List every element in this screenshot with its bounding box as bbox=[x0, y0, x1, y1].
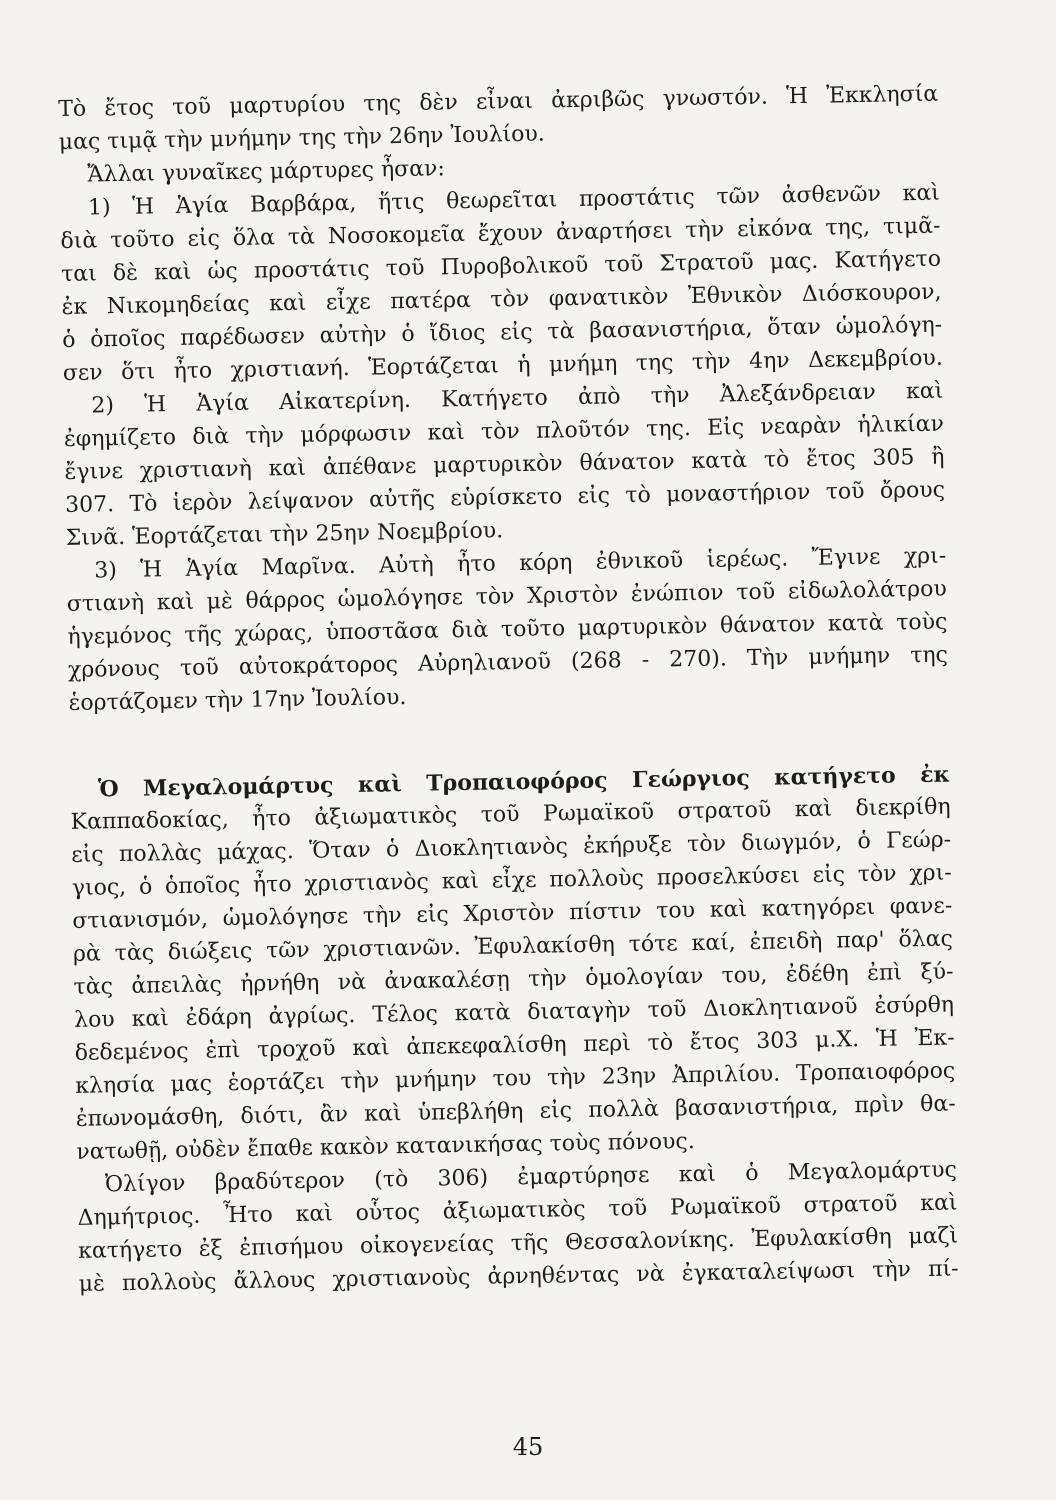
page-text bbox=[58, 81, 959, 1297]
text-line: 307. Τὸ ἱερὸν λείψανον αὐτῆς εὑρίσκετο εἰς τὸ μοναστήριον τοῦ ὄρους bbox=[64, 477, 946, 518]
text-line: γιος, ὁ ὁποῖος ἦτο χριστιανὸς καὶ εἶχε πολλοὺς προσελκύσει εἰς τὸν χρι- bbox=[71, 860, 952, 901]
text-line: δεδεμένος ἐπὶ τροχοῦ καὶ ἀπεκεφαλίσθη περὶ τὸ ἔτος 303 μ.Χ. Ἡ Ἐκ- bbox=[74, 1025, 955, 1066]
text-line: ἐκ Νικομηδείας καὶ εἶχε πατέρα τὸν φανατικὸν Ἐθνικὸν Διόσκουρον, bbox=[61, 279, 942, 320]
text-line: ἡγεμόνος τῆς χώρας, ὑποστᾶσα διὰ τοῦτο μαρτυρικὸν θάνατον κατὰ τοὺς bbox=[67, 609, 948, 650]
text-line: ται δὲ καὶ ὡς προστάτις τοῦ Πυροβολικοῦ τοῦ Στρατοῦ μας. Κατήγετο bbox=[60, 246, 942, 287]
text-line: ἐπωνομάσθη, διότι, ἂν καὶ ὑπεβλήθη εἰς πολλὰ βασανιστήρια, πρὶν θα- bbox=[75, 1091, 956, 1132]
text-line: χρόνους τοῦ αὐτοκράτορος Αὐρηλιανοῦ (268 - 270). Τὴν μνήμην της bbox=[67, 642, 949, 683]
text-line: διὰ τοῦτο εἰς ὅλα τὰ Νοσοκομεῖα ἔχουν ἀναρτήσει τὴν εἰκόνα της, τιμᾶ- bbox=[60, 213, 941, 254]
text-line: Ὀλίγον βραδύτερον (τὸ 306) ἐμαρτύρησε καὶ ὁ Μεγαλομάρτυς bbox=[104, 1157, 958, 1198]
text-line: Καππαδοκίας, ἦτο ἀξιωματικὸς τοῦ Ρωμαϊκοῦ στρατοῦ καὶ διεκρίθη bbox=[70, 794, 951, 835]
text-line: 2) Ἡ Ἁγία Αἰκατερίνη. Κατήγετο ἀπὸ τὴν Ἀλεξάνδρειαν καὶ bbox=[91, 378, 944, 419]
text-line: Ἄλλαι γυναῖκες μάρτυρες ἦσαν: bbox=[87, 156, 446, 188]
text-line: 1) Ἡ Ἁγία Βαρβάρα, ἥτις θεωρεῖται προστάτις τῶν ἀσθενῶν καὶ bbox=[87, 180, 941, 221]
text-line: εἰς πολλὰς μάχας. Ὅταν ὁ Διοκλητιανὸς ἐκήρυξε τὸν διωγμόν, ὁ Γεώρ- bbox=[71, 827, 952, 868]
text-line: Δημήτριος. Ἦτο καὶ οὗτος ἀξιωματικὸς τοῦ Ρωμαϊκοῦ στρατοῦ καὶ bbox=[77, 1190, 958, 1231]
text-line: κλησία μας ἑορτάζει τὴν μνήμην του τὴν 23ην Ἀπριλίου. Τροπαιοφόρος bbox=[75, 1058, 956, 1099]
text-line: ἐφημίζετο διὰ τὴν μόρφωσιν καὶ τὸν πλοῦτόν της. Εἰς νεαρὰν ἡλικίαν bbox=[63, 411, 945, 452]
text-line: μὲ πολλοὺς ἄλλους χριστιανοὺς ἀρνηθέντας νὰ ἐγκαταλείψωσι τὴν πί- bbox=[78, 1256, 959, 1297]
text-line: στιανισμόν, ὡμολόγησε τὴν εἰς Χριστὸν πίστιν του καὶ κατηγόρει φανε- bbox=[72, 893, 953, 934]
text-line: ἔγινε χριστιανὴ καὶ ἀπέθανε μαρτυρικὸν θάνατον κατὰ τὸ ἔτος 305 ἢ bbox=[64, 444, 945, 485]
section-heading-line: Ὁ Μεγαλομάρτυς καὶ Τροπαιοφόρος Γεώργιος κατήγετο ἐκ bbox=[97, 761, 951, 803]
text-line: σεν ὅτι ἦτο χριστιανή. Ἑορτάζεται ἡ μνήμη της τὴν 4ην Δεκεμβρίου. bbox=[62, 345, 943, 386]
text-line: ἑορτάζομεν τὴν 17ην Ἰουλίου. bbox=[68, 685, 407, 716]
text-line: Σινᾶ. Ἑορτάζεται τὴν 25ην Νοεμβρίου. bbox=[65, 518, 504, 551]
text-line: λου καὶ ἐδάρη ἀγρίως. Τέλος κατὰ διαταγὴν τοῦ Διοκλητιανοῦ ἐσύρθη bbox=[73, 992, 955, 1033]
text-line: κατήγετο ἐξ ἐπισήμου οἰκογενείας τῆς Θεσσαλονίκης. Ἐφυλακίσθη μαζὶ bbox=[77, 1223, 959, 1264]
text-line: μας τιμᾷ τὴν μνήμην της τὴν 26ην Ἰουλίου. bbox=[58, 121, 545, 155]
text-line: 3) Ἡ Ἁγία Μαρῖνα. Αὐτὴ ἦτο κόρη ἐθνικοῦ ἱερέως. Ἔγινε χρι- bbox=[94, 543, 947, 584]
text-line: ὁ ὁποῖος παρέδωσεν αὐτὴν ὁ ἴδιος εἰς τὰ βασανιστήρια, ὅταν ὡμολόγη- bbox=[62, 312, 943, 353]
text-line: νατωθῇ, οὐδὲν ἔπαθε κακὸν κατανικήσας τοὺς πόνους. bbox=[76, 1129, 695, 1165]
text-line: στιανὴ καὶ μὲ θάρρος ὡμολόγησε τὸν Χριστὸν ἐνώπιον τοῦ εἰδωλολάτρου bbox=[66, 576, 947, 617]
text-line: τὰς ἀπειλὰς ἠρνήθη νὰ ἀνακαλέσῃ τὴν ὁμολογίαν του, ἐδέθη ἐπὶ ξύ- bbox=[73, 959, 954, 1000]
text-line: Τὸ ἔτος τοῦ μαρτυρίου της δὲν εἶναι ἀκριβῶς γνωστόν. Ἡ Ἐκκλησία bbox=[58, 81, 939, 122]
page-number: 45 bbox=[512, 1433, 544, 1461]
text-line: ρὰ τὰς διώξεις τῶν χριστιανῶν. Ἐφυλακίσθη τότε καί, ἐπειδὴ παρ' ὅλας bbox=[72, 926, 954, 967]
